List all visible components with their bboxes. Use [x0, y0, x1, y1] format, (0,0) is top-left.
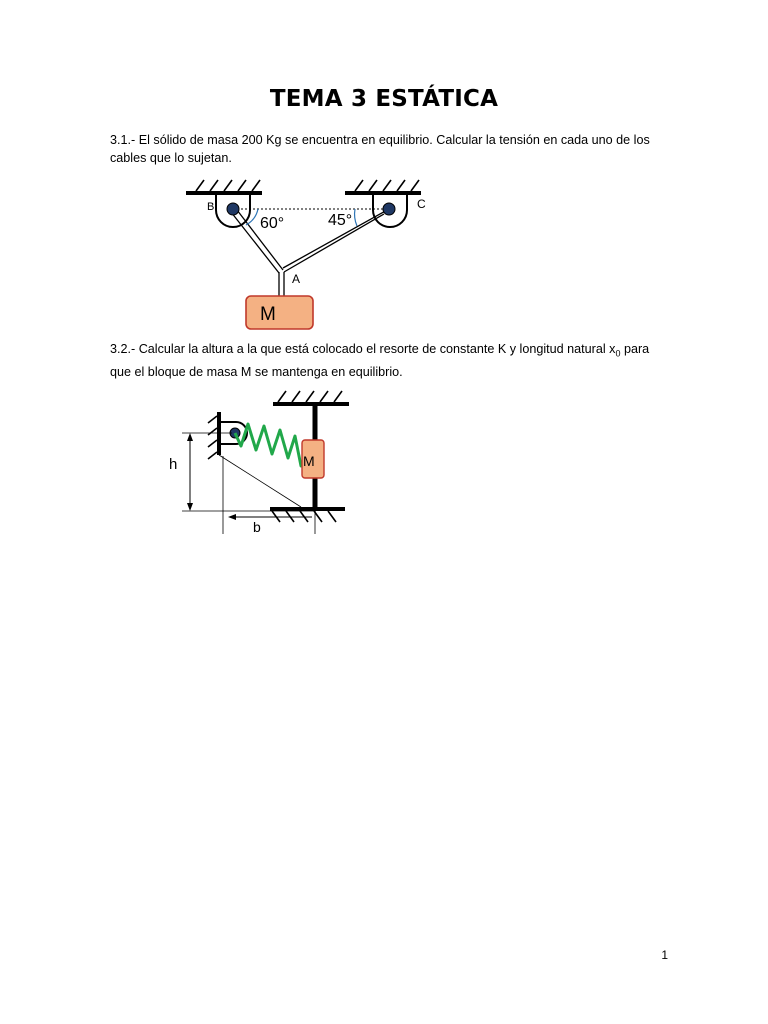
page-number: 1	[661, 948, 668, 962]
spring	[235, 424, 305, 466]
label-point-b: B	[207, 201, 215, 213]
label-distance: b	[253, 519, 261, 535]
top-support	[273, 391, 349, 404]
subscript-zero: 0	[615, 348, 621, 359]
problem-3-2-text: Calcular la altura a la que está colocado el resorte de constante K y longitud natural x	[138, 342, 616, 356]
problem-3-1-number: 3.1.-	[110, 133, 136, 147]
label-point-c: C	[417, 197, 426, 211]
label-angle-60: 60°	[260, 215, 285, 232]
left-wall-support	[208, 412, 219, 459]
problem-3-2-number: 3.2.-	[110, 342, 136, 356]
distance-dimension	[228, 512, 315, 534]
label-height: h	[169, 456, 178, 473]
label-angle-45: 45°	[328, 212, 353, 229]
problem-3-2-text-end: para que el bloque de masa M se mantenga en equilibrio.	[110, 342, 650, 379]
page-title: TEMA 3 ESTÁTICA	[269, 86, 499, 112]
diagonal-reference-line	[219, 455, 301, 507]
label-mass: M	[303, 453, 315, 469]
label-mass: M	[260, 304, 276, 325]
label-point-a: A	[292, 272, 301, 286]
problem-3-1-text: El sólido de masa 200 Kg se encuentra en equilibrio. Calcular la tensión en cada uno de los cables que lo sujetan.	[110, 133, 650, 165]
